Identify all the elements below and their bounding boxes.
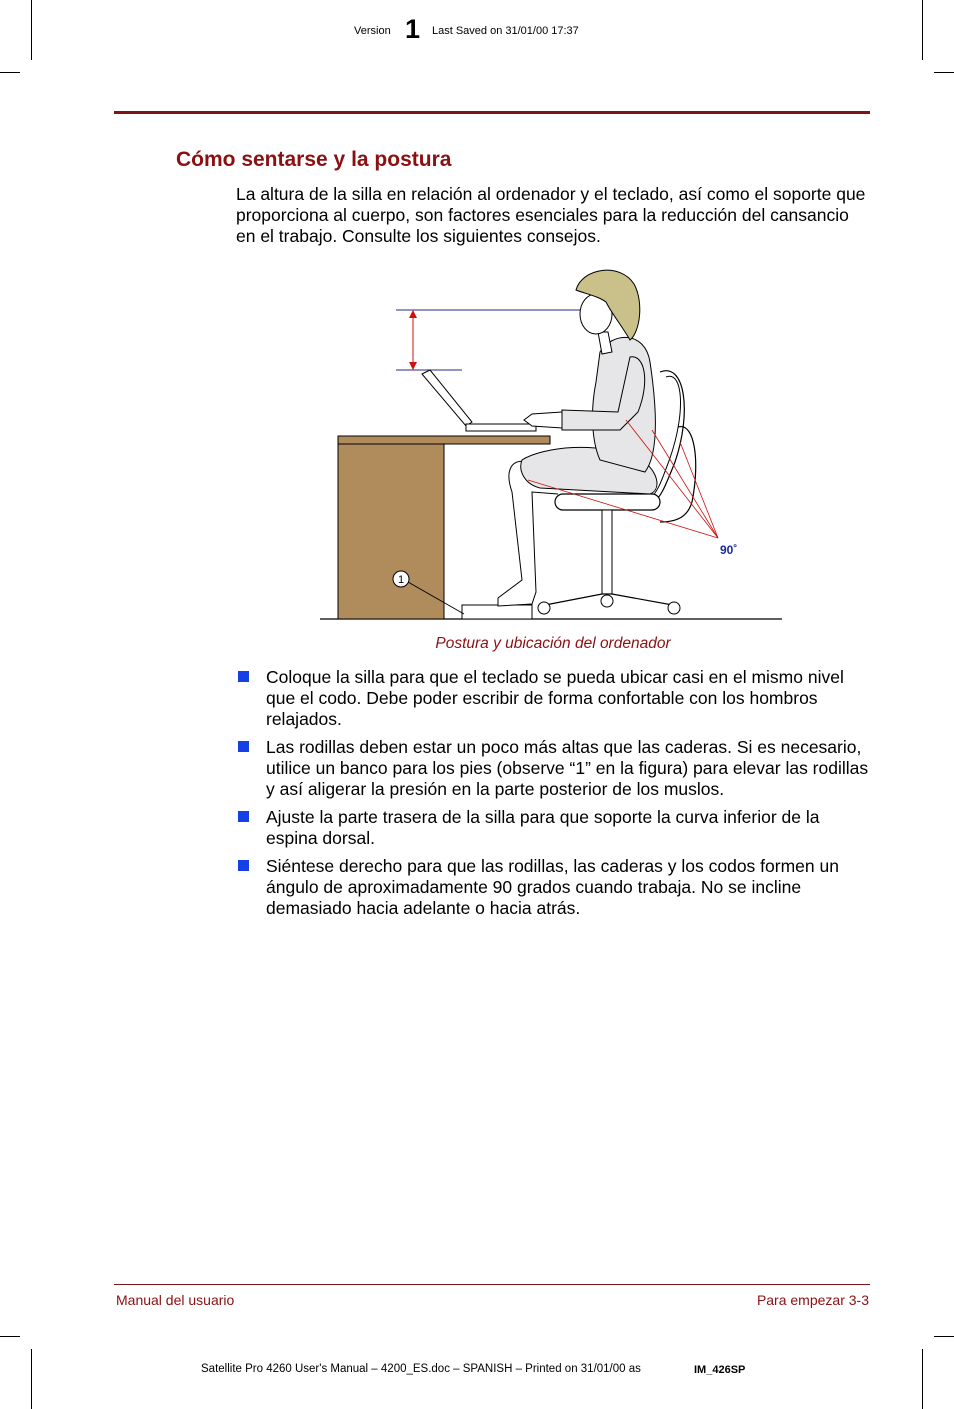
angle-label: 90˚ (720, 543, 738, 557)
intro-paragraph: La altura de la silla en relación al ordenador y el teclado, así como el soporte que proporciona al cuerpo, son factores esenciales para la reducción del cansancio en el trabajo. Consulte los siguientes consejos. (236, 184, 866, 246)
section-title: Cómo sentarse y la postura (176, 148, 452, 171)
print-line: Satellite Pro 4260 User's Manual – 4200_ES.doc – SPANISH – Printed on 31/01/00 as (201, 1363, 641, 1375)
crop-mark (0, 1336, 20, 1337)
footer-manual-title: Manual del usuario (116, 1292, 235, 1308)
footrest (462, 605, 532, 619)
laptop-base (466, 424, 536, 431)
desk-cabinet (338, 444, 444, 619)
laptop-screen (422, 370, 472, 426)
footer-page-number: Para empezar 3-3 (756, 1292, 869, 1308)
list-item (236, 807, 871, 849)
list-item (236, 737, 871, 800)
header-rule (114, 111, 870, 114)
list-item (236, 856, 871, 919)
last-saved: Last Saved on 31/01/00 17:37 (432, 25, 579, 37)
bullet-square-icon (238, 741, 249, 752)
bullet-text: Siéntese derecho para que las rodillas, las caderas y los codos formen un ángulo de aproximadamente 90 grados cuando trabaja. No se incline demasiado hacia adelante o hacia atrás. (266, 856, 839, 918)
callout-number: 1 (397, 574, 405, 586)
bullet-square-icon (238, 811, 249, 822)
bullet-text: Las rodillas deben estar un poco más altas que las caderas. Si es necesario, utilice un banco para los pies (observe “1” en la figura) para elevar las rodillas y así aligerar la presión en la parte posterior de los muslos. (266, 737, 869, 799)
posture-tips-list (236, 667, 871, 926)
crop-mark (31, 0, 32, 60)
bullet-square-icon (238, 671, 249, 682)
version-number: 1 (405, 14, 421, 44)
angle-line (680, 442, 718, 538)
bullet-text: Ajuste la parte trasera de la silla para que soporte la curva inferior de la espina dorsal. (266, 807, 820, 848)
crop-mark (31, 1349, 32, 1409)
print-code: IM_426SP (694, 1364, 746, 1376)
figure-caption: Postura y ubicación del ordenador (435, 635, 671, 652)
crop-mark (934, 1336, 954, 1337)
desk-top (338, 436, 550, 444)
woman-neck (598, 332, 612, 354)
crop-mark (934, 72, 954, 73)
chair-post (602, 510, 612, 594)
crop-mark (922, 0, 923, 60)
crop-mark (922, 1349, 923, 1409)
list-item (236, 667, 871, 730)
crop-mark (0, 72, 20, 73)
chair-seat (555, 494, 660, 510)
posture-illustration (300, 262, 800, 628)
bullet-square-icon (238, 860, 249, 871)
footer-rule (114, 1284, 870, 1285)
version-label: Version (354, 25, 391, 37)
bullet-text: Coloque la silla para que el teclado se pueda ubicar casi en el mismo nivel que el codo. Debe poder escribir de forma confortable con los hombros relajados. (266, 667, 844, 729)
